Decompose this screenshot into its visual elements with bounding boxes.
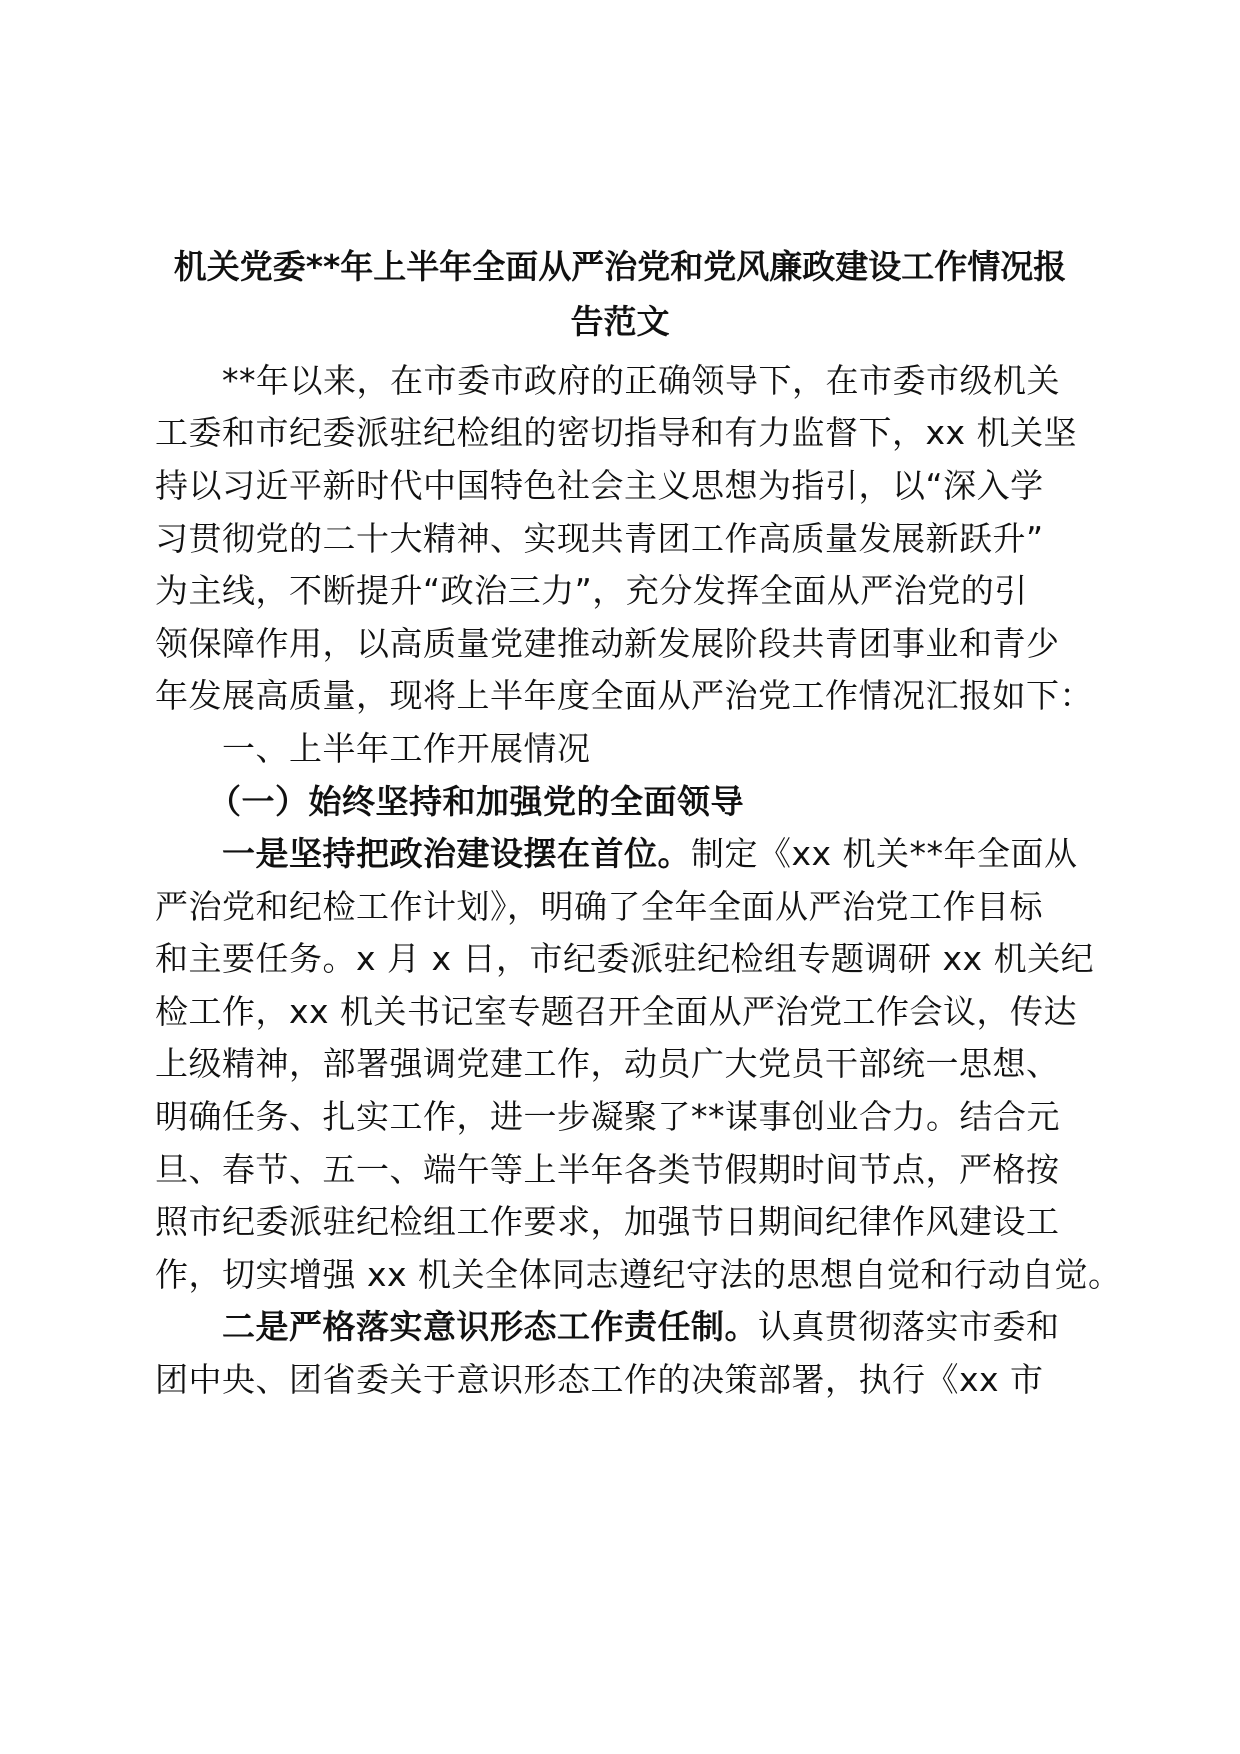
- document-title-line-1: 机关党委**年上半年全面从严治党和党风廉政建设工作情况报: [173, 247, 1067, 286]
- section-heading: 一、上半年工作开展情况: [222, 729, 591, 768]
- para1-line: 严治党和纪检工作计划》，明确了全年全面从严治党工作目标: [155, 887, 1043, 926]
- intro-line: 工委和市纪委派驻纪检组的密切指导和有力监督下，xx 机关坚: [155, 413, 1078, 452]
- intro-line: 持以习近平新时代中国特色社会主义思想为指引，以“深入学: [155, 466, 1044, 505]
- subsection-heading: （一）始终坚持和加强党的全面领导: [208, 782, 744, 821]
- para2-line: 团中央、团省委关于意识形态工作的决策部署，执行《xx 市: [155, 1360, 1044, 1399]
- para2-line: 认真贯彻落实市委和: [758, 1307, 1060, 1346]
- para1-line: 照市纪委派驻纪检组工作要求，加强节日期间纪律作风建设工: [155, 1202, 1060, 1241]
- para1-line: 上级精神，部署强调党建工作，动员广大党员干部统一思想、: [155, 1044, 1060, 1083]
- para1-line: 制定《xx 机关**年全面从: [691, 834, 1078, 873]
- para1-line: 明确任务、扎实工作，进一步凝聚了**谋事创业合力。结合元: [155, 1097, 1060, 1136]
- para1-line: 旦、春节、五一、端午等上半年各类节假期时间节点，严格按: [155, 1150, 1060, 1189]
- intro-line: **年以来，在市委市政府的正确领导下，在市委市级机关: [222, 361, 1060, 400]
- intro-line: 为主线，不断提升“政治三力”，充分发挥全面从严治党的引: [155, 571, 1028, 610]
- intro-line: 习贯彻党的二十大精神、实现共青团工作高质量发展新跃升”: [155, 519, 1044, 558]
- para1-line: 和主要任务。x 月 x 日，市纪委派驻纪检组专题调研 xx 机关纪: [155, 939, 1095, 978]
- para1-line: 检工作，xx 机关书记室专题召开全面从严治党工作会议，传达: [155, 992, 1078, 1031]
- intro-line: 年发展高质量，现将上半年度全面从严治党工作情况汇报如下：: [155, 676, 1093, 715]
- para1-first-line: [222, 834, 1078, 874]
- para2-first-line: [222, 1307, 1060, 1347]
- intro-line: 领保障作用，以高质量党建推动新发展阶段共青团事业和青少: [155, 624, 1060, 663]
- document-title-line-2: 告范文: [570, 302, 670, 341]
- para1-lead: 一是坚持把政治建设摆在首位。: [222, 834, 691, 873]
- para2-lead: 二是严格落实意识形态工作责任制。: [222, 1307, 758, 1346]
- para1-line: 作，切实增强 xx 机关全体同志遵纪守法的思想自觉和行动自觉。: [155, 1255, 1122, 1294]
